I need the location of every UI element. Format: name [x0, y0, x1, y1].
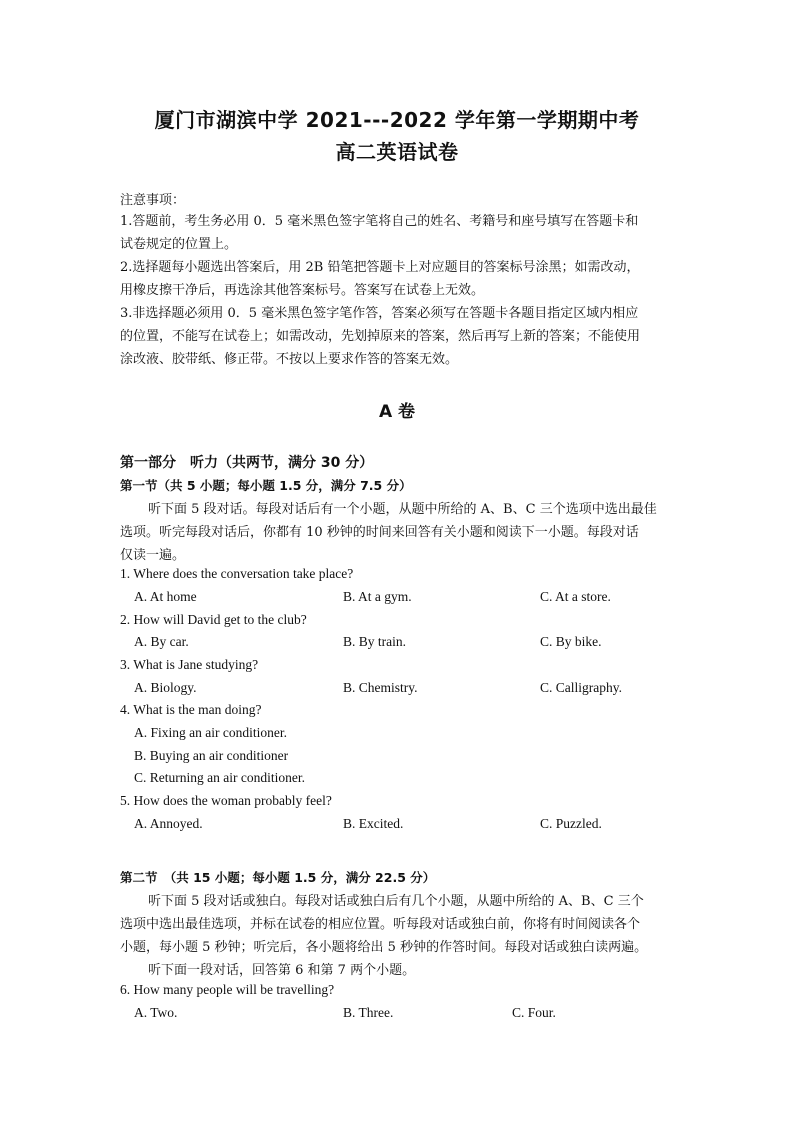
option-c: C. Puzzled. [540, 816, 602, 831]
section2-instruction: 听下面 5 段对话或独白。每段对话或独白后有几个小题，从题中所给的 A、B、C 三个 [148, 894, 644, 909]
question-text: 4. What is the man doing? [120, 702, 262, 717]
notes-line: 2.选择题每小题选出答案后，用 2B 铅笔把答题卡上对应题目的答案标号涂黑；如需改动， [120, 260, 640, 275]
section2-instruction: 选项中选出最佳选项，并标在试卷的相应位置。听每段对话或独白前，你将有时间阅读各个 [120, 917, 641, 932]
notes-line: 1.答题前，考生务必用 0．5 毫米黑色签字笔将自己的姓名、考籍号和座号填写在答题卡和 [120, 214, 639, 229]
option-b: B. At a gym. [343, 589, 412, 604]
exam-title-school: 厦门市湖滨中学 2021---2022 学年第一学期期中考 [154, 108, 640, 132]
option-a: A. At home [134, 589, 197, 604]
question-text: 2. How will David get to the club? [120, 612, 307, 627]
option-c: C. By bike. [540, 634, 602, 649]
section1-instruction: 仅读一遍。 [120, 548, 186, 563]
option-b: B. Three. [343, 1005, 394, 1020]
question-text: 1. Where does the conversation take place? [120, 566, 354, 581]
exam-title-subject: 高二英语试卷 [335, 140, 459, 164]
section2-sub-instruction: 听下面一段对话，回答第 6 和第 7 两个小题。 [148, 963, 416, 978]
section1-title: 第一节（共 5 小题；每小题 1.5 分，满分 7.5 分） [120, 478, 412, 493]
question-text: 3. What is Jane studying? [120, 657, 259, 672]
option-c: C. At a store. [540, 589, 611, 604]
option-b: B. Excited. [343, 816, 404, 831]
question-text: 6. How many people will be travelling? [120, 982, 335, 997]
question-text: 5. How does the woman probably feel? [120, 793, 332, 808]
option-c: C. Calligraphy. [540, 680, 622, 695]
option-c: C. Four. [512, 1005, 556, 1020]
section2-title: 第二节 （共 15 小题；每小题 1.5 分，满分 22.5 分） [120, 870, 436, 885]
option-b: B. Chemistry. [343, 680, 418, 695]
notes-label: 注意事项： [120, 193, 186, 208]
option-b: B. Buying an air conditioner [134, 748, 289, 763]
notes-line: 3.非选择题必须用 0．5 毫米黑色签字笔作答，答案必须写在答题卡各题目指定区域内相应 [120, 306, 639, 321]
option-a: A. By car. [134, 634, 189, 649]
option-c: C. Returning an air conditioner. [134, 770, 305, 785]
notes-line: 涂改液、胶带纸、修正带。不按以上要求作答的答案无效。 [120, 352, 459, 367]
option-a: A. Two. [134, 1005, 178, 1020]
section1-instruction: 听下面 5 段对话。每段对话后有一个小题，从题中所给的 A、B、C 三个选项中选出最佳 [148, 502, 657, 517]
volume-label: A 卷 [378, 402, 416, 422]
option-a: A. Annoyed. [134, 816, 203, 831]
option-b: B. By train. [343, 634, 406, 649]
option-a: A. Biology. [134, 680, 197, 695]
notes-line: 试卷规定的位置上。 [120, 237, 238, 252]
notes-line: 的位置，不能写在试卷上；如需改动，先划掉原来的答案，然后再写上新的答案；不能使用 [120, 329, 641, 344]
option-a: A. Fixing an air conditioner. [134, 725, 287, 740]
section1-instruction: 选项。听完每段对话后，你都有 10 秒钟的时间来回答有关小题和阅读下一小题。每段对话 [120, 525, 639, 540]
section2-instruction: 小题，每小题 5 秒钟；听完后，各小题将给出 5 秒钟的作答时间。每段对话或独白读两遍。 [120, 940, 648, 955]
part1-title: 第一部分 听力（共两节，满分 30 分） [120, 455, 374, 471]
notes-line: 用橡皮擦干净后，再选涂其他答案标号。答案写在试卷上无效。 [120, 283, 485, 298]
